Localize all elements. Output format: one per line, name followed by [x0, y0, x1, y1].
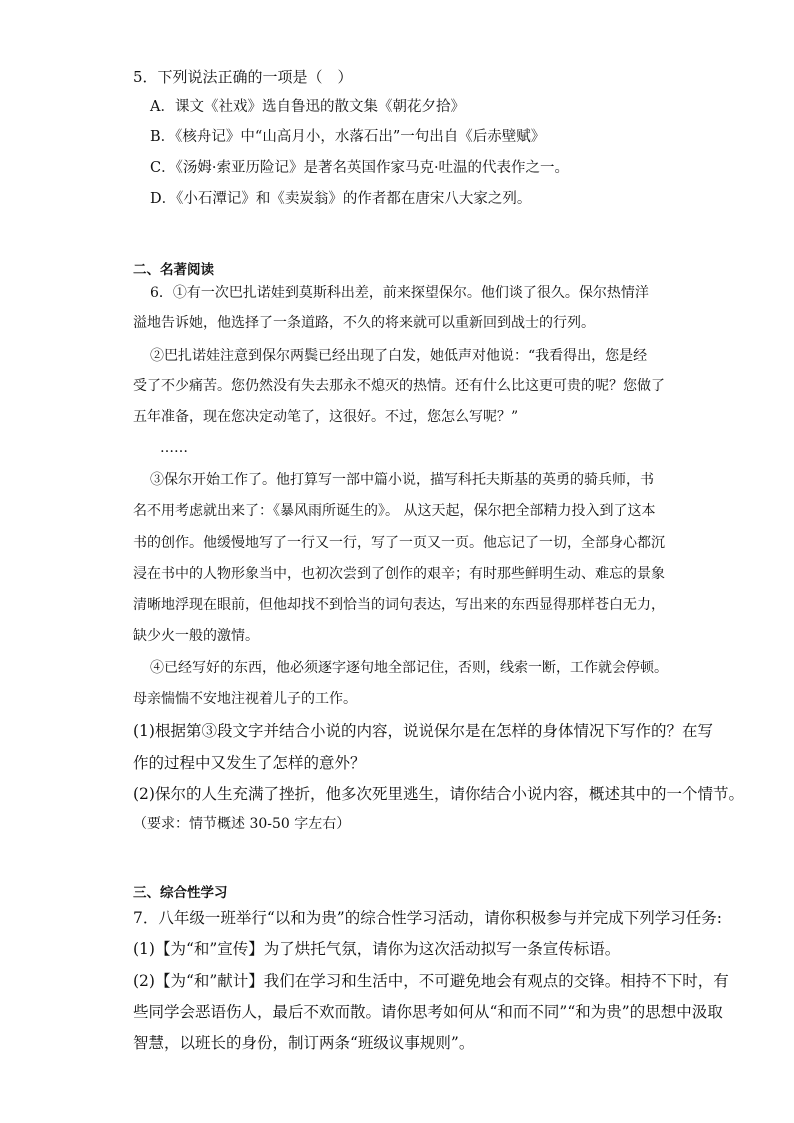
- question-6-part-2: (2)保尔的人生充满了挫折，他多次死里逃生，请你结合小说内容，概述其中的一个情节。: [133, 785, 744, 803]
- passage-line: 清晰地浮现在眼前，但他却找不到恰当的词句表达，写出来的东西显得那样苍白无力，: [133, 597, 665, 613]
- question-5-option-a: A．课文《社戏》选自鲁迅的散文集《朝花夕拾》: [150, 99, 465, 115]
- passage-line: 受了不少痛苦。您仍然没有失去那永不熄灭的热情。还有什么比这更可贵的呢？您做了: [133, 378, 665, 394]
- section-title-comprehensive-study: 三、综合性学习: [133, 885, 228, 901]
- passage-line: 6．①有一次巴扎诺娃到莫斯科出差，前来探望保尔。他们谈了很久。保尔热情洋: [150, 285, 649, 301]
- passage-line: 缺少火一般的激情。: [133, 628, 259, 644]
- question-7-stem: 7．八年级一班举行“以和为贵”的综合性学习活动，请你积极参与并完成下列学习任务:: [133, 909, 722, 927]
- passage-line: 母亲惴惴不安地注视着儿子的工作。: [133, 691, 357, 707]
- question-5-option-b: B．《核舟记》中“山高月小，水落石出”一句出自《后赤壁赋》: [150, 129, 546, 145]
- passage-line: ③保尔开始工作了。他打算写一部中篇小说，描写科托夫斯基的英勇的骑兵师，书: [150, 472, 654, 488]
- question-5-option-c: C．《汤姆·索亚历险记》是著名英国作家马克·吐温的代表作之一。: [150, 160, 570, 176]
- question-7-task-2: (2)【为“和”献计】我们在学习和生活中，不可避免地会有观点的交锋。相持不下时，有: [133, 972, 729, 990]
- question-7-task-1: (1)【为“和”宣传】为了烘托气氛，请你为这次活动拟写一条宣传标语。: [133, 940, 621, 958]
- passage-line: ②巴扎诺娃注意到保尔两鬓已经出现了白发，她低声对他说：“我看得出，您是经: [150, 348, 648, 364]
- passage-line: 浸在书中的人物形象当中，也初次尝到了创作的艰辛；有时那些鲜明生动、难忘的景象: [133, 566, 665, 582]
- question-6-requirement: （要求：情节概述 30-50 字左右）: [133, 816, 351, 832]
- question-6-part-1-continued: 作的过程中又发生了怎样的意外？: [133, 754, 366, 772]
- passage-line: 溢地告诉她，他选择了一条道路，不久的将来就可以重新回到战士的行列。: [133, 315, 595, 331]
- ellipsis: ……: [160, 440, 188, 456]
- passage-line: 五年准备，现在您决定动笔了，这很好。不过，您怎么写呢？”: [133, 409, 519, 425]
- question-6-part-1: (1)根据第③段文字并结合小说的内容，说说保尔是在怎样的身体情况下写作的？在写: [133, 722, 713, 740]
- question-7-task-2-continued: 些同学会恶语伤人，最后不欢而散。请你思考如何从“和而不同”“和为贵”的思想中汲取: [133, 1003, 723, 1021]
- question-7-task-2-continued: 智慧，以班长的身份，制订两条“班级议事规则”。: [133, 1034, 475, 1052]
- section-title-reading: 二、名著阅读: [133, 262, 214, 278]
- passage-line: 名不用考虑就出来了：《暴风雨所诞生的》。 从这天起，保尔把全部精力投入到了这本: [133, 503, 656, 519]
- passage-line: ④已经写好的东西，他必须逐字逐句地全部记住，否则，线索一断，工作就会停顿。: [150, 660, 668, 676]
- passage-line: 书的创作。他缓慢地写了一行又一行，写了一页又一页。他忘记了一切，全部身心都沉: [133, 535, 665, 551]
- question-5-option-d: D．《小石潭记》和《卖炭翁》的作者都在唐宋八大家之列。: [150, 191, 532, 207]
- question-5-stem: 5．下列说法正确的一项是（ ）: [133, 68, 353, 86]
